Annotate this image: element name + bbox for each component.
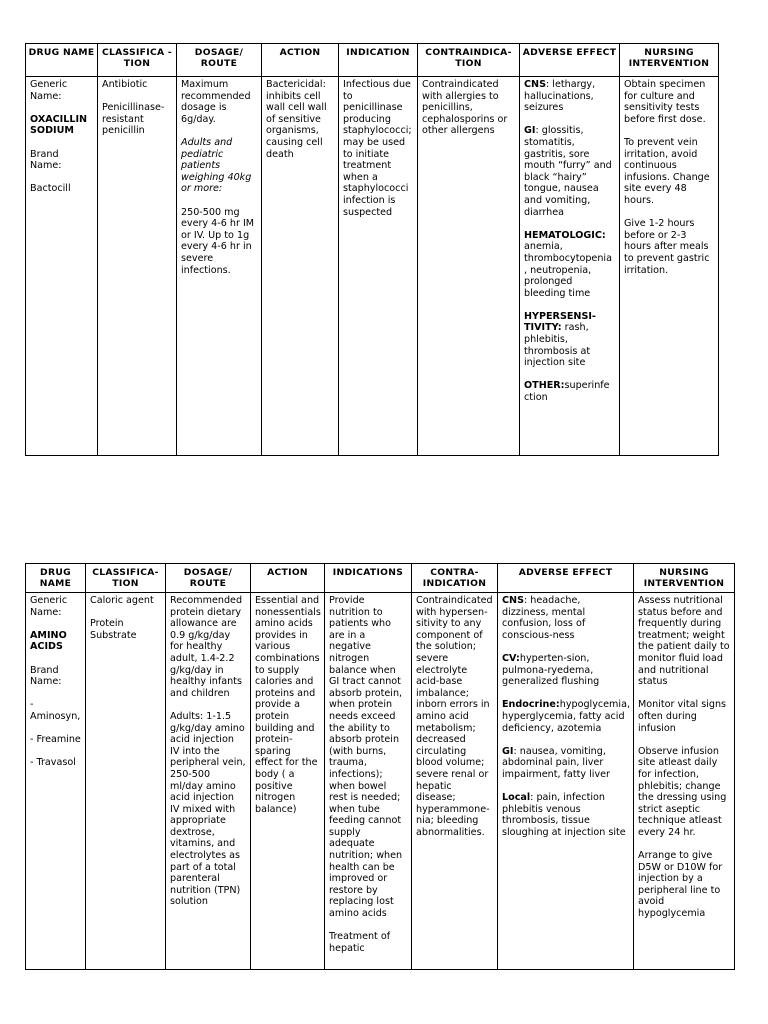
classification-line: Antibiotic	[102, 79, 148, 90]
adverse-label: OTHER:	[524, 380, 565, 392]
header-indication: INDICATION	[339, 44, 418, 77]
table-row	[26, 593, 735, 970]
dosage-paragraph: 250-500 mg every 4-6 hr IM or IV. Up to 1g every 4-6 hr in severe infections.	[181, 206, 255, 276]
adverse-text: glossitis, stomatitis, gastritis, sore mouth “furry” and black “hairy” tongue, nausea and vomiting, diarrhea	[524, 125, 612, 218]
table-header-row	[26, 564, 735, 593]
dosage-paragraph: Adults: 1-1.5 g/kg/day amino acid injection IV into the peripheral vein, 250-500 ml/day amino acid injection IV mixed with appropriate dextrose, vitamins, and electrolytes as part of a total parenteral nutrition (TPN) solution	[170, 710, 246, 908]
cell-adverse-effect	[498, 593, 634, 970]
cell-action	[262, 77, 339, 456]
generic-name: OXACILLIN SODIUM	[30, 113, 88, 137]
header-action: ACTION	[262, 44, 339, 77]
adverse-entry	[524, 380, 615, 403]
classification-line: Protein Substrate	[90, 618, 137, 641]
brand-name: - Travasol	[30, 757, 76, 769]
cell-contraindication	[418, 77, 520, 456]
adverse-text: pain, infection phlebitis venous thrombosis, tissue sloughing at injection site	[502, 792, 626, 838]
adverse-separator: :	[545, 79, 553, 90]
header-nursing-intervention: NURSING INTERVENTION	[620, 44, 719, 77]
adverse-entry	[524, 125, 615, 218]
adverse-label: Local	[502, 792, 531, 804]
adverse-separator: :	[530, 792, 537, 804]
brand-name: Bactocill	[30, 183, 71, 195]
dosage-paragraph: Adults and pediatric patients weighing 40kg or more:	[181, 136, 252, 195]
cell-contraindication	[412, 593, 498, 970]
cell-drug-name	[26, 77, 98, 456]
adverse-text: lethargy, hallucinations, seizures	[524, 79, 596, 114]
header-action: ACTION	[251, 564, 325, 593]
contraindication-text: Contraindicated with allergies to penicillins, cephalosporins or other allergens	[422, 79, 508, 137]
dosage-paragraph: Maximum recommended dosage is 6g/day.	[181, 79, 251, 125]
brand-name: - Freamine	[30, 734, 81, 746]
oxacillin-drug-table	[25, 43, 719, 456]
header-contraindication: CONTRA-INDICATION	[412, 564, 498, 593]
adverse-entry	[502, 792, 629, 838]
header-classification: CLASSIFICA -TION	[98, 44, 177, 77]
cell-action	[251, 593, 325, 970]
amino-acids-drug-table	[25, 563, 735, 970]
adverse-label: CNS	[524, 79, 546, 90]
cell-indications	[325, 593, 412, 970]
adverse-entry	[502, 595, 629, 641]
cell-nursing-intervention	[620, 77, 719, 456]
nursing-paragraph: Observe infusion site atleast daily for infection, phlebitis; change the dressing using strict aseptic technique atleast every 24 hr.	[638, 745, 727, 838]
indication-paragraph: Treatment of hepatic	[329, 931, 391, 954]
header-drug-name: DRUG NAME	[26, 564, 86, 593]
indication-text: Infectious due to penicillinase producing staphylococci; may be used to initiate treatment when a staphylococci infection is suspected	[343, 79, 412, 218]
nursing-paragraph: Assess nutritional status before and frequently during treatment; weight the patient daily to monitor fluid load and nutritional status	[638, 595, 730, 688]
adverse-label: Endocrine:	[502, 699, 560, 711]
brand-name-label: Brand Name:	[30, 148, 62, 172]
cell-indication	[339, 77, 418, 456]
adverse-text: hyperten-sion, pulmona-ryedema, generalized flushing	[502, 652, 600, 688]
cell-classification	[98, 77, 177, 456]
cell-drug-name	[26, 593, 86, 970]
adverse-text: hypoglycemia, hyperglycemia, fatty acid deficiency, azotemia	[502, 699, 631, 734]
header-dosage-route: DOSAGE/ ROUTE	[177, 44, 262, 77]
header-indications: INDICATIONS	[325, 564, 412, 593]
header-dosage-route: DOSAGE/ ROUTE	[166, 564, 251, 593]
adverse-label: CV:	[502, 652, 520, 664]
dosage-paragraph: Recommended protein dietary allowance are 0.9 g/kg/day for healthy adult, 1.4-2.2 g/kg/day in healthy infants and children	[170, 595, 243, 699]
adverse-separator: :	[535, 125, 542, 137]
adverse-label: HYPERSENSI-TIVITY:	[524, 310, 596, 334]
adverse-entry	[502, 699, 629, 734]
cell-nursing-intervention	[634, 593, 735, 970]
adverse-label: GI	[502, 745, 514, 757]
adverse-text: headache, dizziness, mental confusion, loss of conscious-ness	[502, 595, 586, 641]
action-text: Bactericidal: inhibits cell wall cell wall of sensitive organisms, causing cell death	[266, 79, 327, 160]
adverse-label: GI	[524, 125, 536, 137]
adverse-entry	[502, 653, 629, 688]
cell-dosage	[177, 77, 262, 456]
indication-paragraph: Provide nutrition to patients who are in a negative nitrogen balance when GI tract cannot absorb protein, when protein needs exceed the ability to absorb protein (with burns, trauma, infections); when bowel rest is needed; when tube feeding cannot supply adequate nutrition; when health can be improved or restore by replacing lost amino acids	[329, 595, 403, 920]
adverse-entry	[524, 311, 615, 369]
adverse-label: CNS	[502, 595, 524, 606]
classification-line: Caloric agent	[90, 595, 154, 606]
adverse-separator	[606, 230, 609, 241]
generic-name-label: Generic Name:	[30, 79, 68, 102]
contraindication-text: Contraindicated with hypersen-sitivity to any component of the solution; severe electrolyte acid-base imbalance; inborn errors in amino acid metabolism; decreased circulating blood volume; severe renal or hepatic disease; hyperammone-nia; bleeding abnormalities.	[416, 595, 493, 838]
adverse-separator: :	[513, 745, 520, 757]
adverse-label: HEMATOLOGIC:	[524, 229, 606, 241]
header-drug-name: DRUG NAME	[26, 44, 98, 77]
brand-name-label: Brand Name:	[30, 664, 62, 688]
adverse-entry	[524, 79, 615, 114]
header-classification: CLASSIFICA-TION	[86, 564, 166, 593]
nursing-paragraph: Arrange to give D5W or D10W for injection by a peripheral line to avoid hypoglycemia	[638, 850, 723, 920]
cell-dosage	[166, 593, 251, 970]
generic-name-label: Generic Name:	[30, 595, 68, 618]
header-adverse-effect: ADVERSE EFFECT	[498, 564, 634, 593]
brand-name: - Aminosyn,	[30, 699, 81, 722]
cell-classification	[86, 593, 166, 970]
nursing-paragraph: Give 1-2 hours before or 2-3 hours after meals to prevent gastric irritation.	[624, 218, 710, 276]
adverse-separator: :	[523, 595, 531, 606]
adverse-text: superinfe ction	[524, 380, 610, 404]
adverse-entry	[502, 746, 629, 781]
header-contraindication: CONTRAINDICA- TION	[418, 44, 520, 77]
classification-line: Penicillinase-resistant penicillin	[102, 102, 165, 137]
adverse-text: rash, phlebitis, thrombosis at injection site	[524, 322, 591, 369]
adverse-text: anemia, thrombocytopenia , neutropenia, prolonged bleeding time	[524, 241, 612, 299]
nursing-paragraph: To prevent vein irritation, avoid continuous infusions. Change site every 48 hours.	[624, 136, 710, 206]
table-row	[26, 77, 719, 456]
header-nursing-intervention: NURSING INTERVENTION	[634, 564, 735, 593]
adverse-entry	[524, 230, 615, 300]
nursing-paragraph: Obtain specimen for culture and sensitivity tests before first dose.	[624, 79, 706, 125]
nursing-paragraph: Monitor vital signs often during infusion	[638, 699, 727, 734]
cell-adverse-effect	[520, 77, 620, 456]
generic-name: AMINO ACIDS	[30, 629, 67, 653]
action-text: Essential and nonessentials amino acids provides in various combinations to supply calories and proteins and provide a protein building and protein-sparing effect for the body ( a positive nitrogen balance)	[255, 595, 321, 815]
table-header-row	[26, 44, 719, 77]
adverse-text: nausea, vomiting, abdominal pain, liver impairment, fatty liver	[502, 745, 610, 780]
header-adverse-effect: ADVERSE EFFECT	[520, 44, 620, 77]
